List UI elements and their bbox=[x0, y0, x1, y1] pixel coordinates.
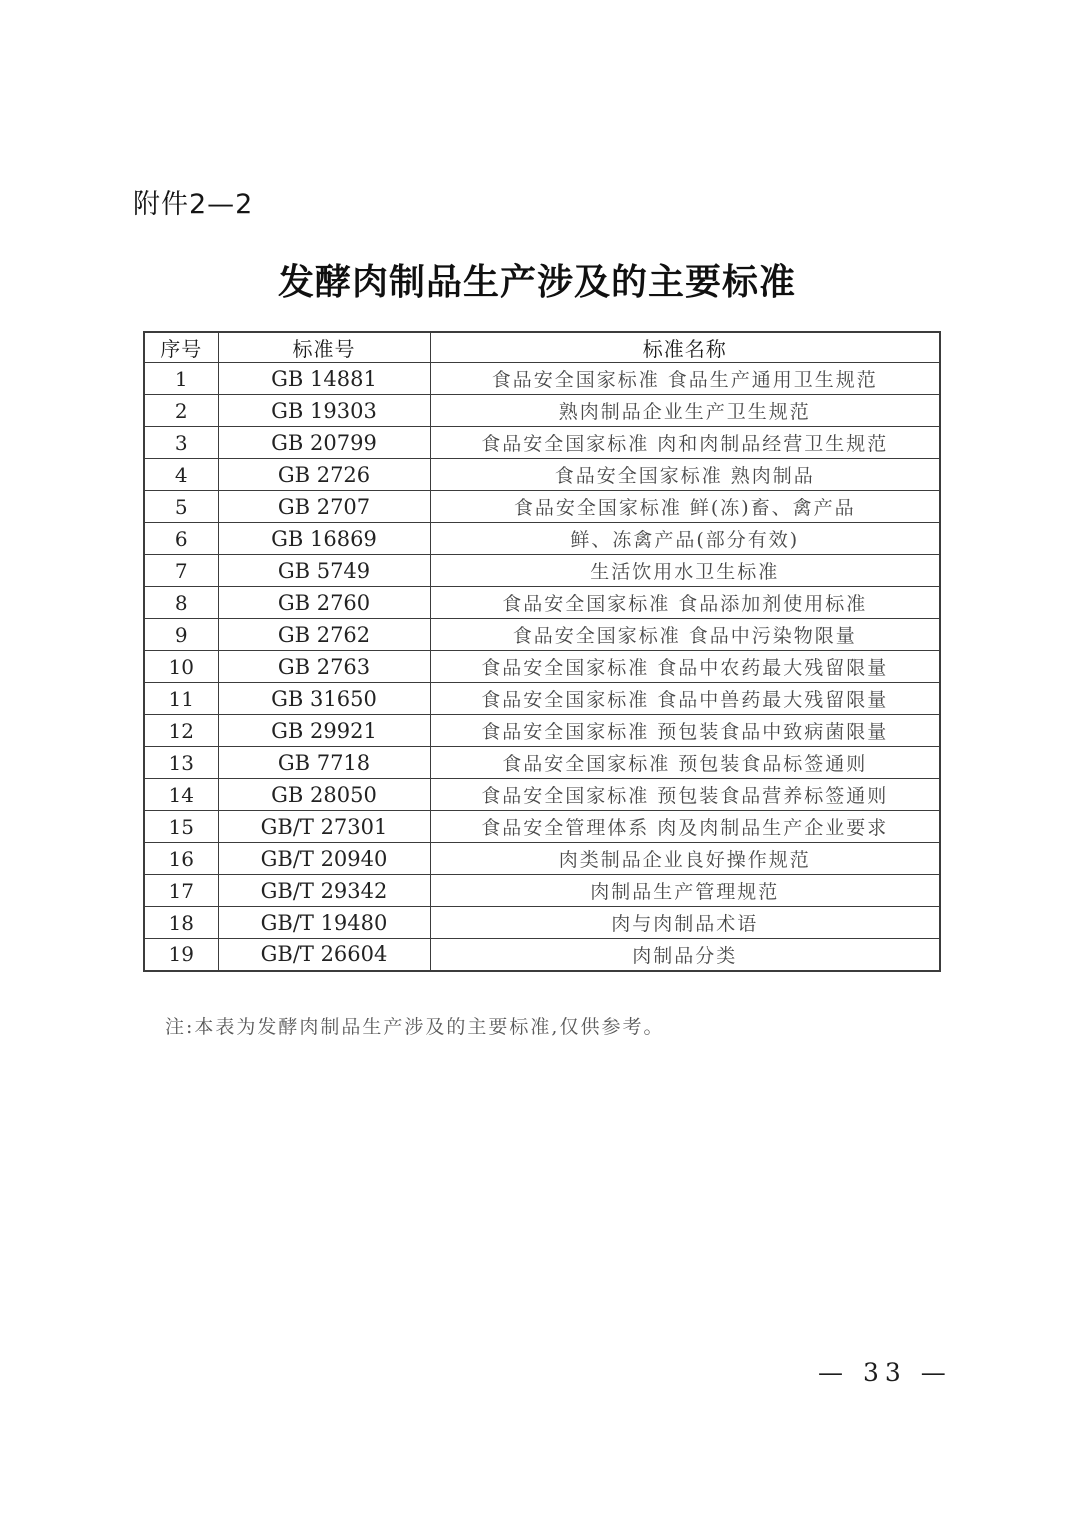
row-serial-number: 1 bbox=[144, 363, 218, 395]
table-row bbox=[144, 939, 940, 971]
standard-code: GB 16869 bbox=[218, 523, 430, 555]
standard-name: 食品安全国家标准 预包装食品中致病菌限量 bbox=[430, 715, 940, 747]
standard-code: GB 28050 bbox=[218, 779, 430, 811]
row-serial-number: 6 bbox=[144, 523, 218, 555]
table-row bbox=[144, 427, 940, 459]
standards-table bbox=[143, 331, 941, 972]
standard-code: GB/T 20940 bbox=[218, 843, 430, 875]
standard-code: GB/T 29342 bbox=[218, 875, 430, 907]
column-header-serial: 序号 bbox=[144, 332, 218, 363]
row-serial-number: 7 bbox=[144, 555, 218, 587]
row-serial-number: 19 bbox=[144, 939, 218, 971]
standard-name: 鲜、冻禽产品(部分有效) bbox=[430, 523, 940, 555]
standard-name: 食品安全国家标准 预包装食品营养标签通则 bbox=[430, 779, 940, 811]
standard-name: 食品安全国家标准 食品中农药最大残留限量 bbox=[430, 651, 940, 683]
standard-name: 食品安全国家标准 预包装食品标签通则 bbox=[430, 747, 940, 779]
standard-code: GB 2763 bbox=[218, 651, 430, 683]
standard-code: GB 2707 bbox=[218, 491, 430, 523]
page-title: 发酵肉制品生产涉及的主要标准 bbox=[277, 261, 796, 303]
standard-name: 肉类制品企业良好操作规范 bbox=[430, 843, 940, 875]
table-header-row bbox=[144, 332, 940, 363]
row-serial-number: 8 bbox=[144, 587, 218, 619]
table-row bbox=[144, 395, 940, 427]
standard-name: 食品安全国家标准 熟肉制品 bbox=[430, 459, 940, 491]
table-row bbox=[144, 715, 940, 747]
standard-code: GB 20799 bbox=[218, 427, 430, 459]
standard-name: 肉与肉制品术语 bbox=[430, 907, 940, 939]
standard-name: 食品安全管理体系 肉及肉制品生产企业要求 bbox=[430, 811, 940, 843]
row-serial-number: 5 bbox=[144, 491, 218, 523]
standard-name: 食品安全国家标准 肉和肉制品经营卫生规范 bbox=[430, 427, 940, 459]
table-row bbox=[144, 555, 940, 587]
row-serial-number: 16 bbox=[144, 843, 218, 875]
row-serial-number: 18 bbox=[144, 907, 218, 939]
table-row bbox=[144, 459, 940, 491]
standard-code: GB 29921 bbox=[218, 715, 430, 747]
standard-name: 食品安全国家标准 食品中污染物限量 bbox=[430, 619, 940, 651]
row-serial-number: 13 bbox=[144, 747, 218, 779]
footnote: 注:本表为发酵肉制品生产涉及的主要标准,仅供参考。 bbox=[165, 1016, 665, 1038]
standard-code: GB 14881 bbox=[218, 363, 430, 395]
table-row bbox=[144, 683, 940, 715]
column-header-standard-code: 标准号 bbox=[218, 332, 430, 363]
table-row bbox=[144, 811, 940, 843]
row-serial-number: 3 bbox=[144, 427, 218, 459]
row-serial-number: 14 bbox=[144, 779, 218, 811]
page-number: — 33 — bbox=[818, 1358, 952, 1387]
standard-code: GB 2726 bbox=[218, 459, 430, 491]
standard-name: 熟肉制品企业生产卫生规范 bbox=[430, 395, 940, 427]
table-row bbox=[144, 875, 940, 907]
row-serial-number: 9 bbox=[144, 619, 218, 651]
standard-code: GB/T 27301 bbox=[218, 811, 430, 843]
standard-code: GB 31650 bbox=[218, 683, 430, 715]
column-header-standard-name: 标准名称 bbox=[430, 332, 940, 363]
standard-name: 食品安全国家标准 食品添加剂使用标准 bbox=[430, 587, 940, 619]
row-serial-number: 15 bbox=[144, 811, 218, 843]
standard-code: GB/T 19480 bbox=[218, 907, 430, 939]
standard-code: GB 19303 bbox=[218, 395, 430, 427]
standard-name: 生活饮用水卫生标准 bbox=[430, 555, 940, 587]
standard-name: 肉制品生产管理规范 bbox=[430, 875, 940, 907]
standard-name: 食品安全国家标准 食品生产通用卫生规范 bbox=[430, 363, 940, 395]
table-row bbox=[144, 363, 940, 395]
standard-name: 肉制品分类 bbox=[430, 939, 940, 971]
row-serial-number: 11 bbox=[144, 683, 218, 715]
table-row bbox=[144, 779, 940, 811]
table-row bbox=[144, 619, 940, 651]
standard-name: 食品安全国家标准 鲜(冻)畜、禽产品 bbox=[430, 491, 940, 523]
standard-code: GB 2760 bbox=[218, 587, 430, 619]
table-row bbox=[144, 523, 940, 555]
table-row bbox=[144, 587, 940, 619]
table-row bbox=[144, 843, 940, 875]
standard-code: GB 2762 bbox=[218, 619, 430, 651]
standard-code: GB 7718 bbox=[218, 747, 430, 779]
standard-code: GB/T 26604 bbox=[218, 939, 430, 971]
table-row bbox=[144, 651, 940, 683]
standard-name: 食品安全国家标准 食品中兽药最大残留限量 bbox=[430, 683, 940, 715]
row-serial-number: 4 bbox=[144, 459, 218, 491]
standard-code: GB 5749 bbox=[218, 555, 430, 587]
row-serial-number: 10 bbox=[144, 651, 218, 683]
row-serial-number: 2 bbox=[144, 395, 218, 427]
table-body bbox=[144, 363, 940, 971]
table-row bbox=[144, 907, 940, 939]
attachment-label: 附件2—2 bbox=[133, 189, 254, 220]
row-serial-number: 17 bbox=[144, 875, 218, 907]
table-row bbox=[144, 491, 940, 523]
row-serial-number: 12 bbox=[144, 715, 218, 747]
table-row bbox=[144, 747, 940, 779]
